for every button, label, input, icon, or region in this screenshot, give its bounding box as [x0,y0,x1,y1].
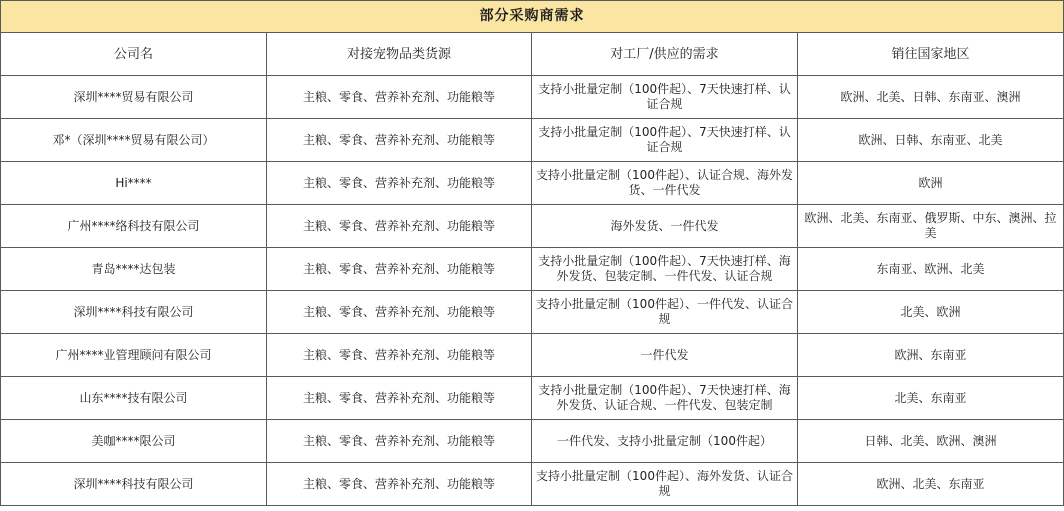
header-region: 销往国家地区 [798,33,1064,76]
table-row [1,334,1064,377]
header-company: 公司名 [1,33,267,76]
region-cell: 欧洲、北美、东南亚 [798,463,1064,506]
table-row [1,463,1064,506]
region-cell: 欧洲、东南亚 [798,334,1064,377]
requirement-cell: 支持小批量定制（100件起）、认证合规、海外发货、一件代发 [532,162,798,205]
table-row [1,76,1064,119]
company-cell: Hi**** [1,162,267,205]
table-row [1,248,1064,291]
table-title: 部分采购商需求 [1,1,1064,33]
category-cell: 主粮、零食、营养补充剂、功能粮等 [267,162,532,205]
category-cell: 主粮、零食、营养补充剂、功能粮等 [267,205,532,248]
region-cell: 欧洲、北美、东南亚、俄罗斯、中东、澳洲、拉美 [798,205,1064,248]
region-cell: 日韩、北美、欧洲、澳洲 [798,420,1064,463]
header-requirement: 对工厂/供应的需求 [532,33,798,76]
category-cell: 主粮、零食、营养补充剂、功能粮等 [267,463,532,506]
requirement-cell: 海外发货、一件代发 [532,205,798,248]
requirement-cell: 支持小批量定制（100件起）、7天快速打样、海外发货、包装定制、一件代发、认证合规 [532,248,798,291]
region-cell: 欧洲、日韩、东南亚、北美 [798,119,1064,162]
company-cell: 深圳****科技有限公司 [1,291,267,334]
company-cell: 深圳****贸易有限公司 [1,76,267,119]
title-row [1,1,1064,33]
category-cell: 主粮、零食、营养补充剂、功能粮等 [267,248,532,291]
company-cell: 青岛****达包装 [1,248,267,291]
table-row [1,377,1064,420]
requirement-cell: 支持小批量定制（100件起）、海外发货、认证合规 [532,463,798,506]
region-cell: 东南亚、欧洲、北美 [798,248,1064,291]
company-cell: 山东****技有限公司 [1,377,267,420]
category-cell: 主粮、零食、营养补充剂、功能粮等 [267,291,532,334]
company-cell: 深圳****科技有限公司 [1,463,267,506]
requirement-cell: 一件代发、支持小批量定制（100件起） [532,420,798,463]
region-cell: 欧洲 [798,162,1064,205]
table-row [1,119,1064,162]
region-cell: 欧洲、北美、日韩、东南亚、澳洲 [798,76,1064,119]
header-category: 对接宠物品类货源 [267,33,532,76]
category-cell: 主粮、零食、营养补充剂、功能粮等 [267,334,532,377]
category-cell: 主粮、零食、营养补充剂、功能粮等 [267,119,532,162]
requirement-cell: 支持小批量定制（100件起）、7天快速打样、认证合规 [532,119,798,162]
region-cell: 北美、欧洲 [798,291,1064,334]
company-cell: 美咖****限公司 [1,420,267,463]
requirement-cell: 支持小批量定制（100件起）、7天快速打样、海外发货、认证合规、一件代发、包装定制 [532,377,798,420]
company-cell: 邓*（深圳****贸易有限公司） [1,119,267,162]
table-body [1,1,1064,506]
table-row [1,291,1064,334]
table-row [1,162,1064,205]
requirement-cell: 一件代发 [532,334,798,377]
category-cell: 主粮、零食、营养补充剂、功能粮等 [267,377,532,420]
company-cell: 广州****业管理顾问有限公司 [1,334,267,377]
header-row [1,33,1064,76]
table-row [1,420,1064,463]
category-cell: 主粮、零食、营养补充剂、功能粮等 [267,420,532,463]
requirement-cell: 支持小批量定制（100件起）、一件代发、认证合规 [532,291,798,334]
requirement-cell: 支持小批量定制（100件起）、7天快速打样、认证合规 [532,76,798,119]
category-cell: 主粮、零食、营养补充剂、功能粮等 [267,76,532,119]
table-row [1,205,1064,248]
region-cell: 北美、东南亚 [798,377,1064,420]
company-cell: 广州****络科技有限公司 [1,205,267,248]
